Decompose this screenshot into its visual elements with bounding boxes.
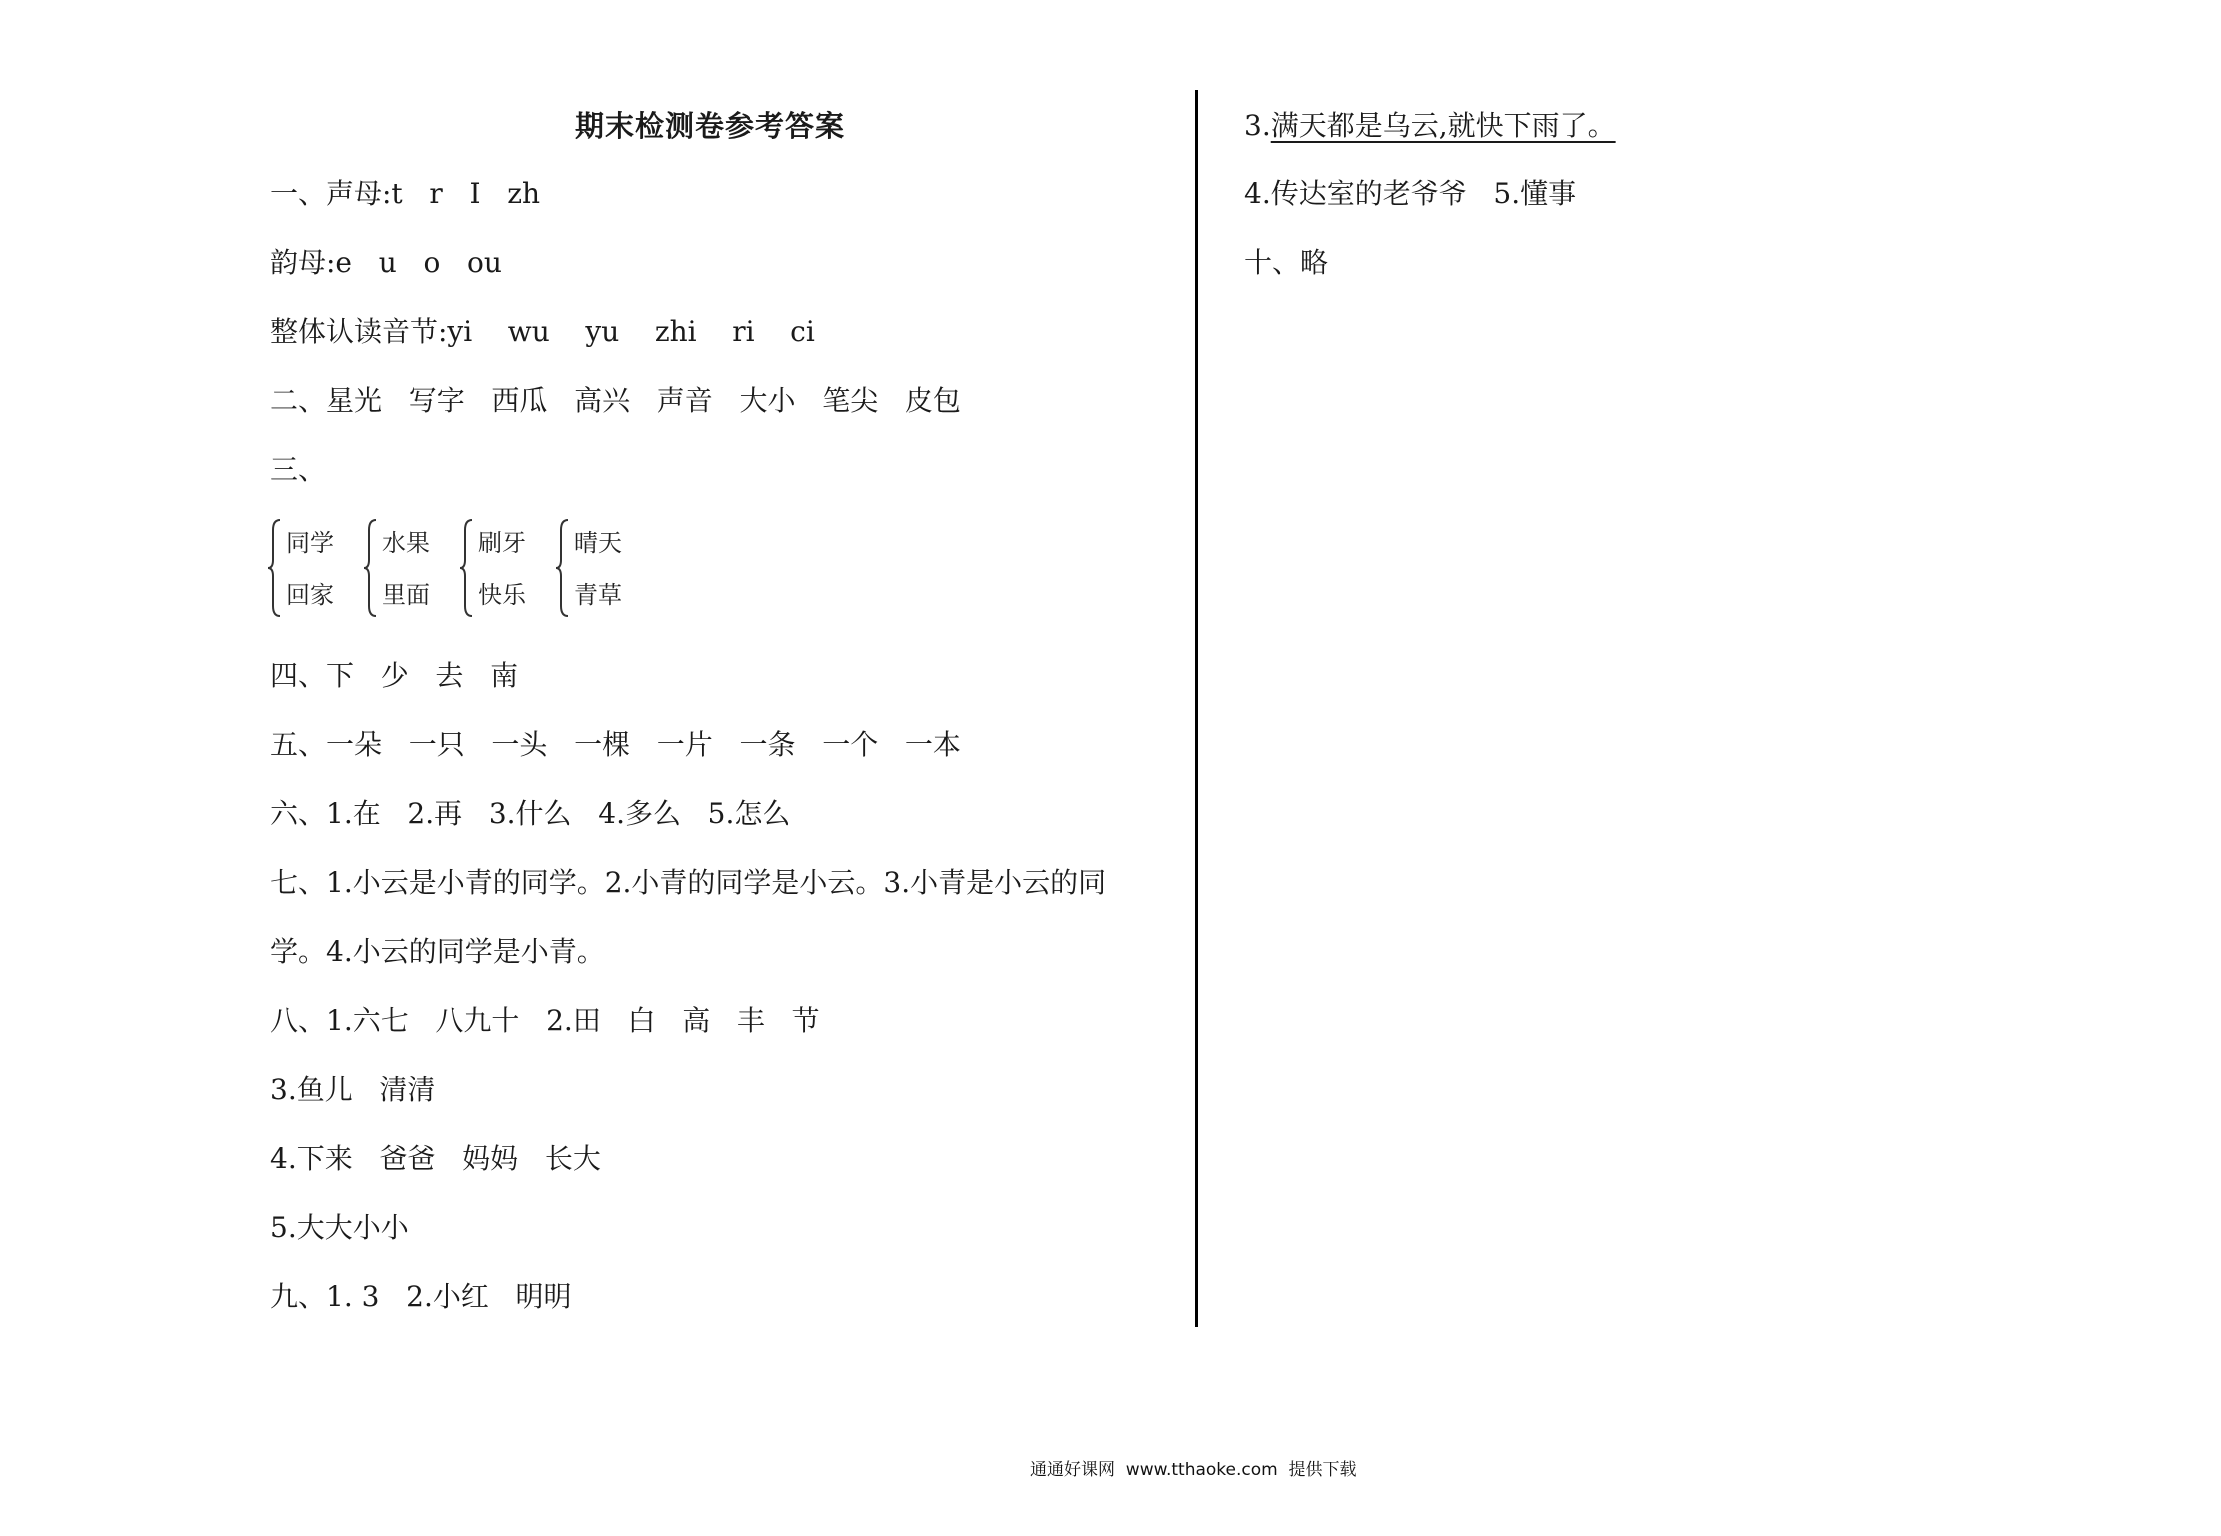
answer-line-14: 5.大大小小 [270,1211,409,1244]
right-line-1-prefix: 3. [1244,109,1271,142]
answer-line-12: 3.鱼儿 清清 [270,1073,436,1106]
word-pair-3 [460,518,556,628]
left-brace-icon [460,518,474,618]
answer-line-13: 4.下来 爸爸 妈妈 长大 [270,1142,601,1175]
pair-top-word: 晴天 [574,529,622,557]
underlined-sentence: 满天都是乌云,就快下雨了。 [1270,109,1616,142]
answer-line-8: 六、1.在 2.再 3.什么 4.多么 5.怎么 [270,797,791,830]
column-divider [1195,90,1198,1327]
pair-top-word: 刷牙 [478,529,526,557]
answer-line-1: 一、声母:t r I zh [270,177,541,210]
pair-bottom-word: 青草 [574,581,622,609]
answer-line-3: 整体认读音节:yi wu yu zhi ri ci [270,315,815,348]
answer-line-11: 八、1.六七 八九十 2.田 白 高 丰 节 [270,1004,820,1037]
word-pair-2 [364,518,460,628]
answer-line-5: 三、 [270,453,327,486]
answer-line-15: 九、1. 3 2.小红 明明 [270,1280,572,1313]
answer-line-9: 七、1.小云是小青的同学。2.小青的同学是小云。3.小青是小云的同 [270,866,1107,899]
pair-bottom-word: 回家 [286,581,334,609]
word-pair-1 [268,518,364,628]
answer-line-7: 五、一朵 一只 一头 一棵 一片 一条 一个 一本 [270,728,961,761]
pair-top-word: 同学 [286,529,334,557]
pair-bottom-word: 里面 [382,581,430,609]
answer-line-6: 四、下 少 去 南 [270,659,519,692]
right-answer-line-3: 十、略 [1244,246,1329,279]
pair-top-word: 水果 [382,529,430,557]
left-brace-icon [268,518,282,618]
left-brace-icon [556,518,570,618]
left-brace-icon [364,518,378,618]
answer-line-4: 二、星光 写字 西瓜 高兴 声音 大小 笔尖 皮包 [270,384,961,417]
answer-line-2: 韵母:e u o ou [270,246,502,279]
page-title: 期末检测卷参考答案 [575,109,846,143]
footer-credit: 通通好课网 www.tthaoke.com 提供下载 [1030,1460,1357,1480]
right-answer-line-1 [1244,108,1616,144]
word-pair-4 [556,518,652,628]
answer-line-10: 学。4.小云的同学是小青。 [270,935,605,968]
pair-bottom-word: 快乐 [478,581,526,609]
right-answer-line-2: 4.传达室的老爷爷 5.懂事 [1244,177,1577,210]
